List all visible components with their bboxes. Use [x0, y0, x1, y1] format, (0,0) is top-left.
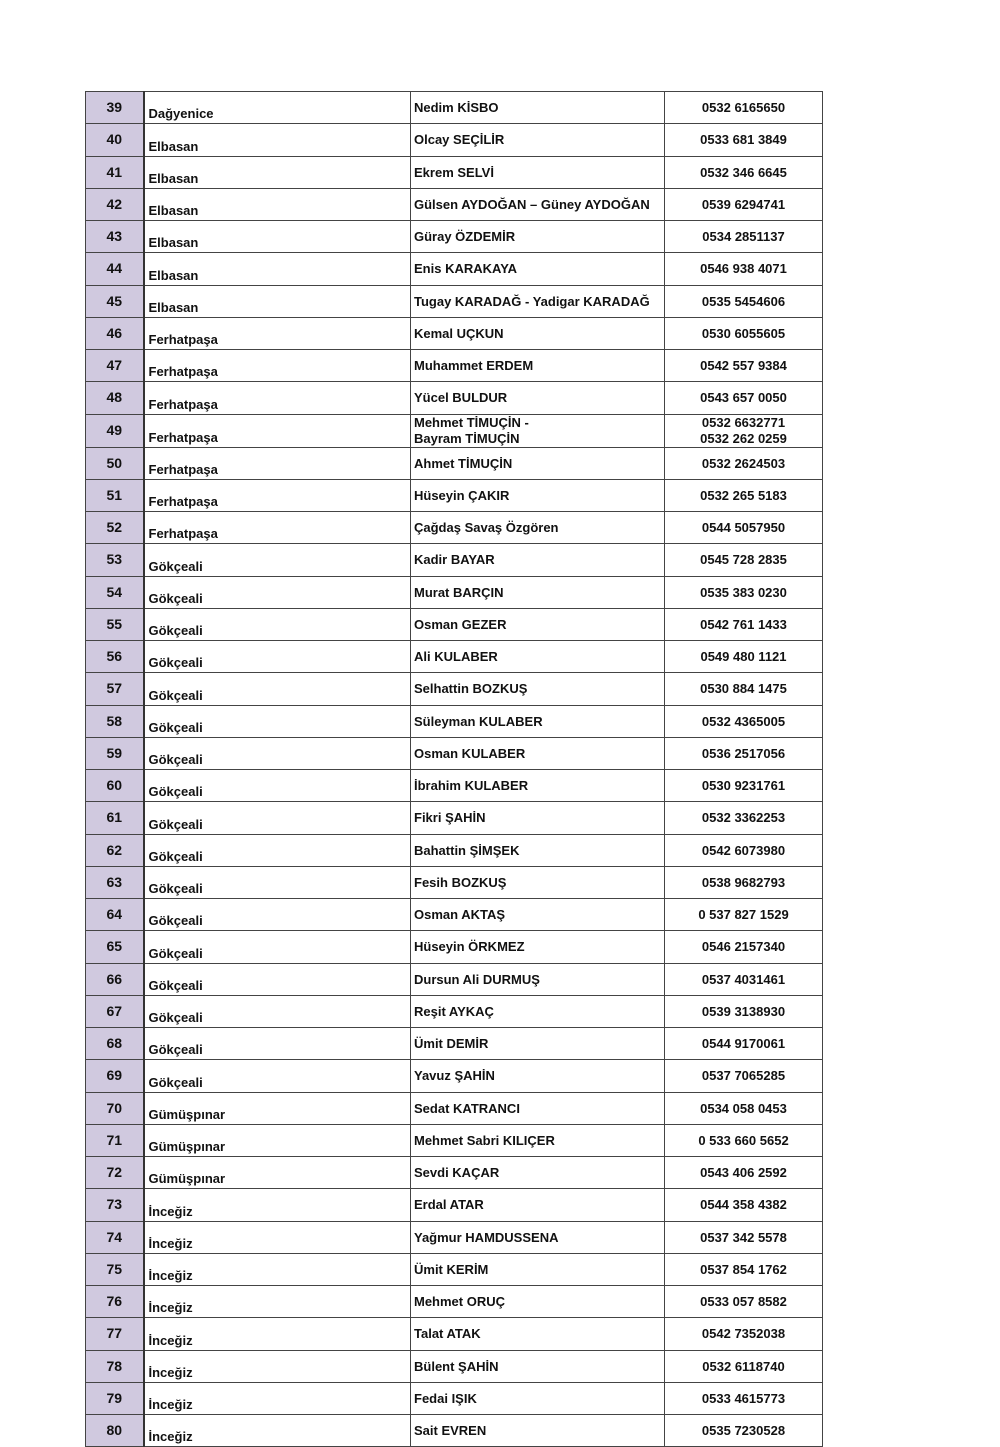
person-name: Yücel BULDUR: [411, 382, 665, 414]
table-row: [86, 382, 823, 414]
village-name: Gümüşpınar: [144, 1092, 411, 1124]
row-number: 44: [86, 253, 144, 285]
row-number: 61: [86, 802, 144, 834]
table-row: [86, 705, 823, 737]
row-number: 42: [86, 188, 144, 220]
table-row: [86, 802, 823, 834]
phone-number: 0542 6073980: [665, 834, 823, 866]
person-name: Sedat KATRANCI: [411, 1092, 665, 1124]
table-row: [86, 253, 823, 285]
table-row: [86, 1028, 823, 1060]
village-name: Gümüşpınar: [144, 1124, 411, 1156]
person-name: Kadir BAYAR: [411, 544, 665, 576]
person-name: Sevdi KAÇAR: [411, 1157, 665, 1189]
person-name: Ali KULABER: [411, 641, 665, 673]
contact-table-body: [86, 92, 823, 1447]
village-name: Elbasan: [144, 285, 411, 317]
person-name: Osman GEZER: [411, 608, 665, 640]
village-name: İnceğiz: [144, 1253, 411, 1285]
table-row: [86, 1350, 823, 1382]
village-name: Gökçeali: [144, 963, 411, 995]
table-row: [86, 350, 823, 382]
person-name: Nedim KİSBO: [411, 92, 665, 124]
person-name: Talat ATAK: [411, 1318, 665, 1350]
row-number: 68: [86, 1028, 144, 1060]
row-number: 56: [86, 641, 144, 673]
phone-number: 0544 5057950: [665, 512, 823, 544]
village-name: Gökçeali: [144, 770, 411, 802]
row-number: 58: [86, 705, 144, 737]
phone-number-line: 0532 6632771: [701, 414, 786, 430]
row-number: 55: [86, 608, 144, 640]
row-number: 69: [86, 1060, 144, 1092]
person-name: Bülent ŞAHİN: [411, 1350, 665, 1382]
row-number: 67: [86, 995, 144, 1027]
row-number: 70: [86, 1092, 144, 1124]
table-row: [86, 285, 823, 317]
phone-number: 0532 265 5183: [665, 479, 823, 511]
phone-number: 0532 2624503: [665, 447, 823, 479]
village-name: Gökçeali: [144, 995, 411, 1027]
village-name: Gökçeali: [144, 802, 411, 834]
phone-number: 0 537 827 1529: [665, 899, 823, 931]
table-row: [86, 512, 823, 544]
village-name: Ferhatpaşa: [144, 479, 411, 511]
village-name: İnceğiz: [144, 1318, 411, 1350]
row-number: 60: [86, 770, 144, 802]
person-name-line: Bayram TİMUÇİN: [414, 430, 520, 446]
village-name: Elbasan: [144, 188, 411, 220]
phone-number: [665, 414, 823, 447]
person-name: Ekrem SELVİ: [411, 156, 665, 188]
row-number: 76: [86, 1286, 144, 1318]
row-number: 80: [86, 1415, 144, 1447]
table-row: [86, 931, 823, 963]
table-row: [86, 608, 823, 640]
village-name: İnceğiz: [144, 1221, 411, 1253]
person-name: Hüseyin ÖRKMEZ: [411, 931, 665, 963]
person-name: Fesih BOZKUŞ: [411, 866, 665, 898]
table-row: [86, 156, 823, 188]
village-name: Elbasan: [144, 156, 411, 188]
phone-number: 0532 4365005: [665, 705, 823, 737]
phone-number: 0532 3362253: [665, 802, 823, 834]
table-row: [86, 1253, 823, 1285]
phone-number: 0534 2851137: [665, 221, 823, 253]
village-name: Elbasan: [144, 124, 411, 156]
village-name: İnceğiz: [144, 1286, 411, 1318]
table-row: [86, 737, 823, 769]
village-name: Gökçeali: [144, 1028, 411, 1060]
person-name: Erdal ATAR: [411, 1189, 665, 1221]
row-number: 54: [86, 576, 144, 608]
person-name: Hüseyin ÇAKIR: [411, 479, 665, 511]
table-row: [86, 1286, 823, 1318]
person-name: Osman AKTAŞ: [411, 899, 665, 931]
village-name: Gökçeali: [144, 834, 411, 866]
table-row: [86, 124, 823, 156]
table-row: [86, 576, 823, 608]
village-name: Ferhatpaşa: [144, 414, 411, 447]
table-row: [86, 317, 823, 349]
village-name: Gökçeali: [144, 866, 411, 898]
row-number: 79: [86, 1382, 144, 1414]
row-number: 77: [86, 1318, 144, 1350]
row-number: 74: [86, 1221, 144, 1253]
person-name-line: Mehmet TİMUÇİN -: [414, 414, 529, 430]
phone-number: 0537 4031461: [665, 963, 823, 995]
person-name: Gülsen AYDOĞAN – Güney AYDOĞAN: [411, 188, 665, 220]
phone-number: 0533 057 8582: [665, 1286, 823, 1318]
person-name: Olcay SEÇİLİR: [411, 124, 665, 156]
person-name: Fedai IŞIK: [411, 1382, 665, 1414]
village-name: Gökçeali: [144, 1060, 411, 1092]
phone-number-line: 0532 262 0259: [700, 430, 787, 446]
table-row: [86, 770, 823, 802]
village-name: Gökçeali: [144, 899, 411, 931]
person-name: Çağdaş Savaş Özgören: [411, 512, 665, 544]
row-number: 71: [86, 1124, 144, 1156]
table-row: [86, 414, 823, 447]
person-name: Dursun Ali DURMUŞ: [411, 963, 665, 995]
village-name: Elbasan: [144, 253, 411, 285]
table-row: [86, 1189, 823, 1221]
table-row: [86, 963, 823, 995]
table-row: [86, 1060, 823, 1092]
phone-number: 0530 884 1475: [665, 673, 823, 705]
phone-number: 0534 058 0453: [665, 1092, 823, 1124]
row-number: 47: [86, 350, 144, 382]
person-name: Yavuz ŞAHİN: [411, 1060, 665, 1092]
row-number: 72: [86, 1157, 144, 1189]
village-name: Gökçeali: [144, 641, 411, 673]
phone-number: 0532 6165650: [665, 92, 823, 124]
table-row: [86, 188, 823, 220]
table-row: [86, 544, 823, 576]
person-name: İbrahim KULABER: [411, 770, 665, 802]
person-name: Fikri ŞAHİN: [411, 802, 665, 834]
village-name: Gökçeali: [144, 737, 411, 769]
phone-number: 0532 6118740: [665, 1350, 823, 1382]
person-name: Muhammet ERDEM: [411, 350, 665, 382]
village-name: İnceğiz: [144, 1382, 411, 1414]
row-number: 40: [86, 124, 144, 156]
row-number: 39: [86, 92, 144, 124]
row-number: 63: [86, 866, 144, 898]
row-number: 57: [86, 673, 144, 705]
phone-number: 0535 383 0230: [665, 576, 823, 608]
phone-number: 0539 6294741: [665, 188, 823, 220]
table-row: [86, 1382, 823, 1414]
village-name: İnceğiz: [144, 1350, 411, 1382]
person-name: Tugay KARADAĞ - Yadigar KARADAĞ: [411, 285, 665, 317]
row-number: 65: [86, 931, 144, 963]
phone-number: 0533 681 3849: [665, 124, 823, 156]
table-row: [86, 92, 823, 124]
phone-number: 0546 2157340: [665, 931, 823, 963]
person-name: Mehmet ORUÇ: [411, 1286, 665, 1318]
phone-number: 0549 480 1121: [665, 641, 823, 673]
village-name: Gökçeali: [144, 705, 411, 737]
village-name: Dağyenice: [144, 92, 411, 124]
table-row: [86, 1415, 823, 1447]
contact-table: [85, 91, 823, 1447]
phone-number: 0538 9682793: [665, 866, 823, 898]
row-number: 51: [86, 479, 144, 511]
village-name: Ferhatpaşa: [144, 350, 411, 382]
phone-number: 0544 9170061: [665, 1028, 823, 1060]
phone-number: 0530 9231761: [665, 770, 823, 802]
table-row: [86, 834, 823, 866]
person-name: [411, 414, 665, 447]
row-number: 73: [86, 1189, 144, 1221]
phone-number: 0542 7352038: [665, 1318, 823, 1350]
phone-number: 0535 7230528: [665, 1415, 823, 1447]
person-name: Yağmur HAMDUSSENA: [411, 1221, 665, 1253]
table-row: [86, 995, 823, 1027]
person-name: Selhattin BOZKUŞ: [411, 673, 665, 705]
row-number: 46: [86, 317, 144, 349]
row-number: 48: [86, 382, 144, 414]
phone-number: 0544 358 4382: [665, 1189, 823, 1221]
village-name: Gökçeali: [144, 544, 411, 576]
village-name: Gökçeali: [144, 931, 411, 963]
phone-number: 0543 406 2592: [665, 1157, 823, 1189]
village-name: İnceğiz: [144, 1189, 411, 1221]
row-number: 64: [86, 899, 144, 931]
person-name: Güray ÖZDEMİR: [411, 221, 665, 253]
table-row: [86, 641, 823, 673]
phone-number: 0537 342 5578: [665, 1221, 823, 1253]
table-row: [86, 899, 823, 931]
person-name: Mehmet Sabri KILIÇER: [411, 1124, 665, 1156]
row-number: 62: [86, 834, 144, 866]
table-row: [86, 1157, 823, 1189]
village-name: Gökçeali: [144, 673, 411, 705]
village-name: Ferhatpaşa: [144, 317, 411, 349]
person-name: Reşit AYKAÇ: [411, 995, 665, 1027]
person-name: Bahattin ŞİMŞEK: [411, 834, 665, 866]
phone-number: 0 533 660 5652: [665, 1124, 823, 1156]
village-name: Ferhatpaşa: [144, 512, 411, 544]
row-number: 43: [86, 221, 144, 253]
person-name: Ümit KERİM: [411, 1253, 665, 1285]
row-number: 52: [86, 512, 144, 544]
phone-number: 0537 854 1762: [665, 1253, 823, 1285]
phone-number: 0530 6055605: [665, 317, 823, 349]
village-name: Gümüşpınar: [144, 1157, 411, 1189]
phone-number: 0536 2517056: [665, 737, 823, 769]
village-name: Ferhatpaşa: [144, 382, 411, 414]
person-name: Sait EVREN: [411, 1415, 665, 1447]
table-row: [86, 1092, 823, 1124]
table-row: [86, 1221, 823, 1253]
person-name: Ahmet TİMUÇİN: [411, 447, 665, 479]
phone-number: 0546 938 4071: [665, 253, 823, 285]
person-name: Kemal UÇKUN: [411, 317, 665, 349]
row-number: 59: [86, 737, 144, 769]
row-number: 78: [86, 1350, 144, 1382]
row-number: 49: [86, 414, 144, 447]
village-name: İnceğiz: [144, 1415, 411, 1447]
table-row: [86, 673, 823, 705]
phone-number: 0532 346 6645: [665, 156, 823, 188]
table-row: [86, 1124, 823, 1156]
phone-number: 0539 3138930: [665, 995, 823, 1027]
person-name: Süleyman KULABER: [411, 705, 665, 737]
village-name: Gökçeali: [144, 576, 411, 608]
row-number: 53: [86, 544, 144, 576]
row-number: 75: [86, 1253, 144, 1285]
phone-number: 0545 728 2835: [665, 544, 823, 576]
table-row: [86, 479, 823, 511]
table-row: [86, 221, 823, 253]
person-name: Osman KULABER: [411, 737, 665, 769]
table-row: [86, 866, 823, 898]
row-number: 66: [86, 963, 144, 995]
village-name: Elbasan: [144, 221, 411, 253]
row-number: 50: [86, 447, 144, 479]
phone-number: 0537 7065285: [665, 1060, 823, 1092]
row-number: 45: [86, 285, 144, 317]
village-name: Gökçeali: [144, 608, 411, 640]
table-row: [86, 447, 823, 479]
phone-number: 0535 5454606: [665, 285, 823, 317]
row-number: 41: [86, 156, 144, 188]
person-name: Ümit DEMİR: [411, 1028, 665, 1060]
person-name: Murat BARÇIN: [411, 576, 665, 608]
village-name: Ferhatpaşa: [144, 447, 411, 479]
phone-number: 0542 557 9384: [665, 350, 823, 382]
phone-number: 0543 657 0050: [665, 382, 823, 414]
table-row: [86, 1318, 823, 1350]
phone-number: 0533 4615773: [665, 1382, 823, 1414]
phone-number: 0542 761 1433: [665, 608, 823, 640]
person-name: Enis KARAKAYA: [411, 253, 665, 285]
